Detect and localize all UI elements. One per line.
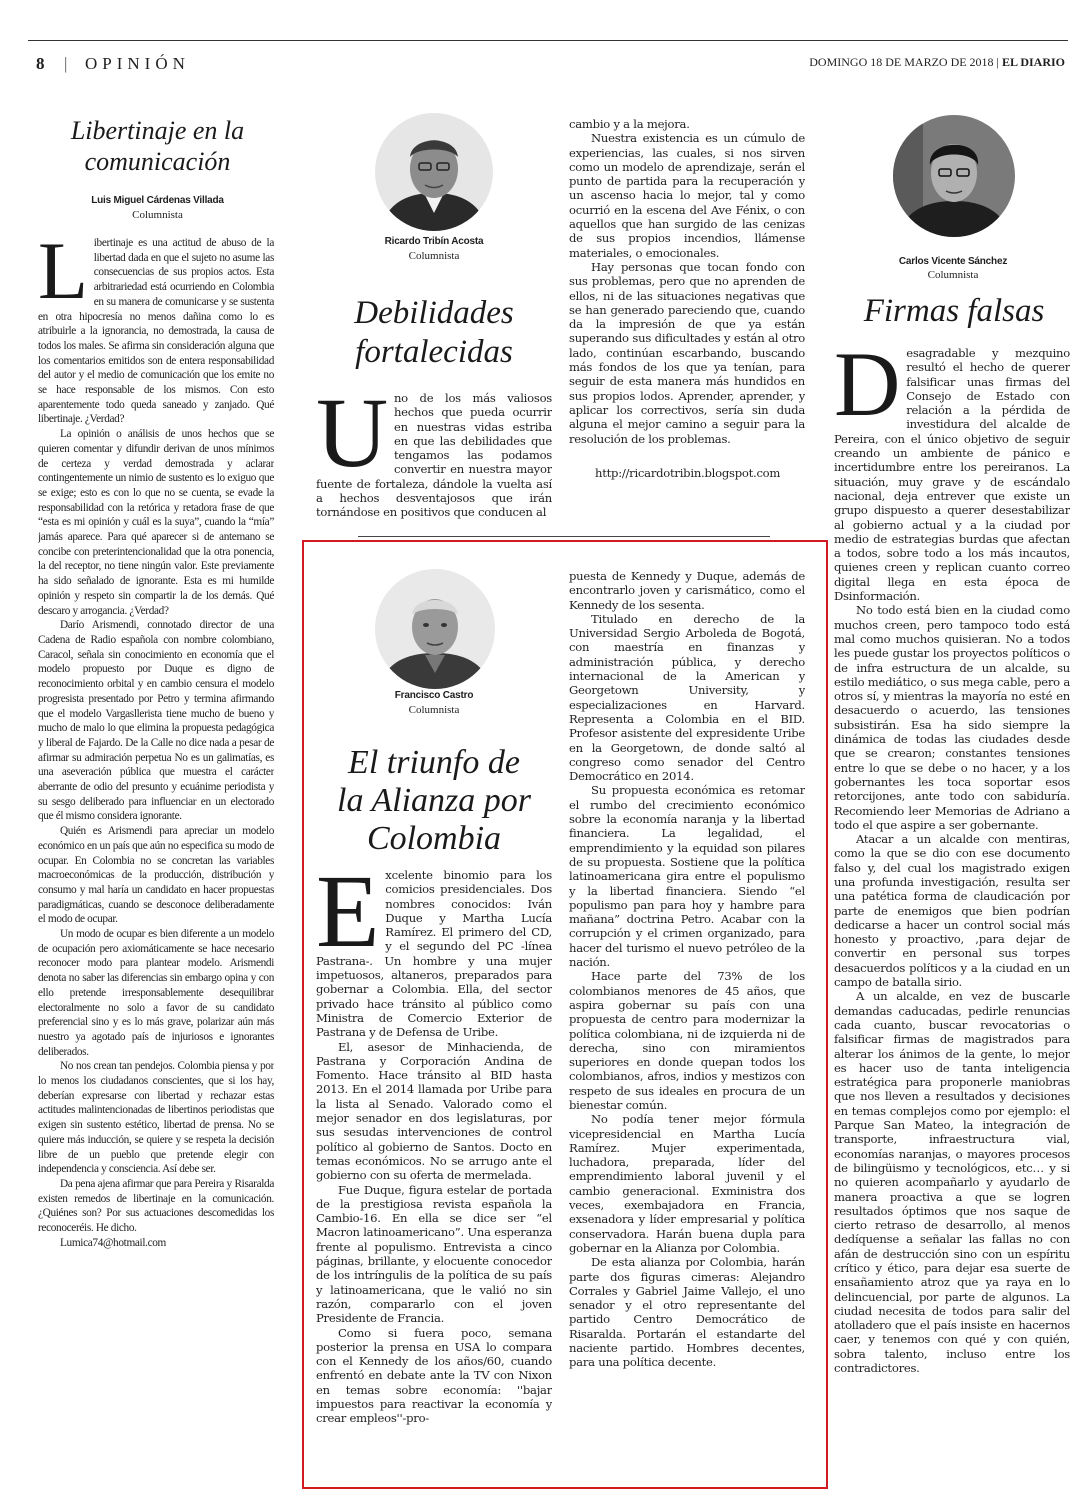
- drop-cap: U: [316, 391, 388, 488]
- article-title-triunfo: [316, 744, 552, 858]
- author-photo-castro: [375, 569, 495, 689]
- title-line: fortalecidas: [355, 333, 513, 370]
- paragraph: ibertinaje es una actitud de abuso de la libertad dada en que el sujeto no asume las consecuencias de sus propios actos. Esta arbitrariedad está ocurriendo en Colombia en su manera de comunicarse y se sustenta en otra hipocresía no menos dañina como lo es atribuirle a la ignorancia, no demostrada, la causa de todos los males. Se afirma sin consideración alguna que los comentarios emitidos son de entera responsabilidad del autor y el medio de comunicación que los emite no se hace responsable de los mismos. Con esto aparentemente todo queda saneado y zanjado. Qué libertinaje. ¿Verdad?: [38, 237, 274, 426]
- paragraph: puesta de Kennedy y Duque, además de encontrarlo joven y carismático, como el Kennedy de los sesenta.: [569, 569, 805, 612]
- newspaper-name: EL DIARIO: [1001, 55, 1065, 69]
- author-email: Lumica74@hotmail.com: [60, 1236, 166, 1249]
- author-name: Ricardo Tribín Acosta: [384, 236, 484, 247]
- author-role: Columnista: [132, 209, 183, 221]
- article-body-debilidades-left: [316, 391, 552, 531]
- author-role: Columnista: [408, 704, 460, 716]
- paragraph: La opinión o análisis de unos hechos que se quieren comentar y difundir derivan de unos mínimos de certeza y verdad demostrada y aclarar contingentemente un nimio de sustento es lo exiguo que se exige; esto es con lo que no se cuenta, se evade la responsabilidad con la retórica y retadora frase de que “esta es mi opinión y cuál es la suya”, cuando la “mía” jamás aparece. Para qué aparecer si de antemano se concibe con preterintencionalidad que la otra ponencia, la del receptor, no tiene ningún valor. Este previamente ha sido señalado de ignorante. Esta es mi humilde opinión y respeto sin compartir la de los demás. Qué descaro y arrogancia. ¿Verdad?: [38, 428, 274, 617]
- author-role: Columnista: [408, 250, 460, 262]
- page-number: 8: [36, 54, 45, 73]
- article-body-debilidades-right: [569, 117, 805, 535]
- paragraph: Hace parte del 73% de los colombianos menores de 45 años, que aspira gobernar su país con una propuesta de centro para modernizar la política colombiana, ni de izquierda ni de derecha, sino con miramientos superiores en donde quepan todos los colombianos, afros, indios y mestizos con respeto de sus ideales en procura de un bienestar común.: [569, 969, 805, 1112]
- paragraph: Atacar a un alcalde con mentiras, como la que se dio con ese documento falso y, del cual los magistrado exigen una profunda investigación, resulta ser una patética forma de claudicación por parte de enemigos que bien podrían dedicarse a hacer un control social más honesto y proactivo, ,para dejar de convertir en personal sus torpes desacuerdos políticos y a la ciudad en un campo de batalla sirio.: [834, 832, 1070, 990]
- author-photo-tribin: [375, 113, 493, 231]
- paragraph: esagradable y mezquino resultó el hecho de querer falsificar unas firmas del Consejo de Estado con relación a la pérdida de investidura del alcalde de Pereira, con el único objetivo de seguir creando un ambiente de pánico e incertidumbre entre los pereiranos. La situación, muy grave y de escándalo nacional, deja entrever que existe un grupo dispuesto a querer desestabilizar al gobierno actual y a la ciudad por medio de estrategias burdas que afectan a todos, sobre todo a los más incautos, quienes creen y replican cuanto correo digital llega en esta época de Dsinformación.: [834, 346, 1070, 604]
- author-name: Carlos Vicente Sánchez: [898, 256, 1008, 267]
- paragraph: Hay personas que tocan fondo con sus problemas, pero que no aprenden de ellos, ni de las situaciones negativas que se han generado pareciendo que, cuando da la impresión de que ya están superando sus dificultades y están al otro lado, continúan escarbando, buscando más fondos de los que ya tenían, para seguir de esta manera más hundidos en sus propios lodos. Aprender, aprender, y aplicar los correctivos, sería sin duda alguna el mejor camino a seguir para la resolución de los problemas.: [569, 259, 805, 446]
- drop-cap: D: [834, 346, 901, 435]
- paragraph: cambio y a la mejora.: [569, 117, 690, 131]
- article-title-libertinaje: [30, 116, 285, 177]
- paragraph: no de los más valiosos hechos que pueda ocurrir en nuestras vidas estriba en que las debilidades que tengamos las podamos convertir en nuestra mayor fuente de fortaleza, dándole la vuelta así a hechos desventajosos que irán tornándose en positivos que conducen al: [316, 391, 552, 520]
- header-separator: |: [64, 54, 68, 73]
- title-line: Colombia: [366, 820, 502, 858]
- paragraph: Un modo de ocupar es bien diferente a un modelo de ocupación pero axiomáticamente se hace necesario reconocer modo para plantear modelo. Arismendi denota no saber las diferencias sin embargo opina y con ello pretende irresponsablemente desequilibrar electoralmente no solo a favor de su candidato preferencial sino y es lo más grave, polarizar aún más nuestro ya agotado país de injuriosos e ignorantes deliberados.: [38, 928, 274, 1058]
- author-photo-sanchez: [893, 115, 1015, 237]
- issue-date: DOMINGO 18 DE MARZO DE 2018 |: [809, 55, 999, 69]
- article-title-debilidades: [318, 294, 550, 372]
- paragraph: Fue Duque, figura estelar de portada de la prestigiosa revista española la Cambio-16. En ella se dice ser “el Macron latinoamericano”. Una esperanza frente al populismo. Entrevista a cinco páginas, brillante, y elocuente conocedor de los intríngulis de la política de su país y latinoamericana, que le valió no sin razón, compararlo con el joven Presidente de Francia.: [316, 1182, 552, 1326]
- drop-cap: E: [316, 868, 380, 969]
- paragraph: A un alcalde, en vez de buscarle demandas caducadas, pedirle renuncias cada cuanto, buscar revocatorias o falsificar firmas de magistrados para alterar los ánimos de la gente, lo mejor es hacer uso de tanta inteligencia estratégica para proponerle maniobras que nos lleven a resultados y decisiones en temas complejos como por ejemplo: el Parque San Mateo, la integración de transporte, infraestructura vial, economías naranjas, o mayores procesos de bilingüismo y tecnológicos, etc… y si no quieren acompañarlo y ayudarlo de manera proactiva a que se logren resultados óptimos que nos saque de cierto retraso de desarrollo, al menos dedíquense a señalar las fallas no con afán de destrucción sino con un espíritu crítico y ético, para dejar esa suerte de ensañamiento atroz que ya raya en lo delincuencial, por parte de algunos. La ciudad necesita de todos para salir del atolladero que el país insiste en hacernos caer, y tenemos con qué y con quién, sobra talento, incluso entre los contradictores.: [834, 989, 1070, 1376]
- title-line: Libertinaje en la: [70, 116, 245, 145]
- title-line: Debilidades: [354, 295, 514, 331]
- title-line: comunicación: [84, 146, 231, 176]
- section-name: OPINIÓN: [85, 54, 190, 73]
- paragraph: No nos crean tan pendejos. Colombia piensa y por lo menos los ciudadanos conscientes, que si los hay, deberían expresarse con libertad y rechazar estas actitudes malintencionadas de libertinos periodistas que exigen sin sustento estético, libertad de prensa. No se quiere más inducción, se quiere y se respeta la decisión libre de un pueblo que pretende elegir con independencia y consciencia. Así debe ser.: [38, 1060, 274, 1176]
- article-divider: [358, 536, 770, 537]
- article-title-firmas: Firmas falsas: [863, 293, 1045, 329]
- paragraph: De esta alianza por Colombia, harán parte dos figuras cimeras: Alejandro Corrales y Gabriel Jaime Vallejo, el uno senador y el otro representante del partido Centro Democrático de Risaralda. Portarán el estandarte del naciente partido. Hombres decentes, para una política decente.: [569, 1255, 805, 1370]
- paragraph: xcelente binomio para los comicios presidenciales. Dos nombres conocidos: Iván Duque y Martha Lucía Ramírez. El primero del CD, y el segundo del PC -línea Pastrana-. Un hombre y una mujer impetuosos, altaneros, preparados para gobernar a Colombia. Ella, del sector privado hace tránsito al público como Ministra de Comercio Exterior de Pastrana y de Defensa de Uribe.: [316, 868, 552, 1040]
- header-rule: [28, 40, 1068, 41]
- author-blog-url: http://ricardotribin.blogspot.com: [595, 465, 781, 480]
- paragraph: Quién es Arismendi para apreciar un modelo económico en un país que aún no especifica su modo de ocupar. En Colombia no se concretan las variables macroeconómicas de la producción, distribución y consumo y mal haría un candidato en hacer propuestas paradigmáticas, cuando se desconoce deliberadamente el modo de ocupar.: [38, 825, 274, 926]
- article-body-triunfo-left: [316, 868, 552, 1462]
- paragraph: No todo está bien en la ciudad como muchos creen, pero tampoco todo está mal como muchos quisieran. No a todos les puede gustar los proyectos políticos o de infra estructura de un alcalde, su estilo mediático, o sus mega cable, pero a otros sí, y mientras la mayoría no esté en desacuerdo o acuerdo, las tensiones subsistirán. Esa ha sido siempre la dinámica de todas las ciudades desde que se crearon; constantes tensiones entre lo que se debe o no hacer, y a los gobernantes les toca soportar esos retorcijones, ante todo con sabiduría. Recomiendo leer Memorias de Adriano a todo el que aspire a ser gobernante.: [834, 603, 1070, 832]
- dateline: [809, 55, 1065, 70]
- author-role: Columnista: [927, 269, 979, 281]
- paragraph: El, asesor de Minhacienda, de Pastrana y Corporación Andina de Fomento. Hace tránsito al BID hasta 2013. En el 2014 llamada por Uribe para la lista al Senado. Valorado como el mejor senador en dos legislaturas, por sus sesudas intervenciones de control político al gobierno de Santos. Docto en temas económicos. No se arrugo ante el gobierno con su oferta de mermelada.: [316, 1039, 552, 1183]
- title-line: la Alianza por: [337, 782, 531, 820]
- article-body-firmas: [834, 346, 1070, 1476]
- paragraph: Titulado en derecho de la Universidad Sergio Arboleda de Bogotá, con maestría en finanzas y administración pública, y derecho internacional de la American y Georgetown University, y especializaciones en Harvard. Representa a Colombia en el BID. Profesor asistente del expresidente Uribe en la Georgetown, de donde saltó al congreso como senador del Centro Democrático en 2014.: [569, 611, 805, 784]
- author-name: Francisco Castro: [394, 690, 474, 701]
- title-line: El triunfo de: [348, 744, 520, 781]
- paragraph: Darío Arismendi, connotado director de una Cadena de Radio española con nombre colombiano, Caracol, señala sin conocimiento en economía que el modelo propuesto por Duque es digno de reconocimiento orbital y en cambio censura el modelo progresista presentado por Petro y termina afirmando que el modelo Vargasllerista tiene mucho de bueno y mucho de malo lo que elimina la propuesta pedagógica y liberal de Fajardo. De la Calle no dice nada a pesar de afirmar su admiración perpetua No es un galimatías, es una aseveración pública que muestra el carácter aberrante de odio del presunto y ecuánime periodista y su sesgo deliberado para influenciar en un electorado que él mismo considera ignorante.: [38, 619, 274, 823]
- paragraph: Como si fuera poco, semana posterior la prensa en USA lo compara con el Kennedy de los años/60, cuando enfrentó en debate ante la TV con Nixon en temas sobre economía: ''bajar impuestos para reactivar la economía y crear empleos''-pro-: [316, 1325, 552, 1426]
- paragraph: Su propuesta económica es retomar el rumbo del crecimiento económico sobre la economía naranja y la libertad financiera. La legalidad, el emprendimiento y la equidad son pilares de su propuesta. Sostiene que la política latinoamericana gira entre el populismo y la libertad financiera. Siendo “el populismo pan para hoy y hambre para mañana” doctrina Petro. Acabar con la corrupción y el crimen organizado, para hacer del turismo el nuevo petróleo de la nación.: [569, 783, 805, 970]
- paragraph: Da pena ajena afirmar que para Pereira y Risaralda existen remedos de libertinaje en la comunicación. ¿Quiénes son? Por sus actuaciones descomedidas los reconoceréis. He dicho.: [38, 1178, 274, 1235]
- paragraph: Nuestra existencia es un cúmulo de experiencias, las cuales, si nos sirven como un modelo de aprendizaje, serán el punto de partida para la recuperación y un ascenso hacia lo mejor, tal y como ocurrió en la escena del Ave Fénix, o con aquellos que han surgido de las cenizas de sus propios incendios, llámense materiales, o emocionales.: [569, 131, 805, 260]
- article-body-libertinaje: [38, 236, 274, 1481]
- paragraph: No podía tener mejor fórmula vicepresidencial en Martha Lucía Ramírez. Mujer experimentada, luchadora, preparada, líder del emprendimiento laboral juvenil y el cambio generacional. Exministra dos veces, exembajadora en Francia, exsenadora y líder empresarial y política conservadora. Harán buena dupla para gobernar en la Alianza por Colombia.: [569, 1112, 805, 1255]
- article-body-triunfo-right: [569, 569, 805, 1462]
- author-name: Luis Miguel Cárdenas Villada: [91, 195, 224, 206]
- drop-cap: L: [38, 236, 88, 316]
